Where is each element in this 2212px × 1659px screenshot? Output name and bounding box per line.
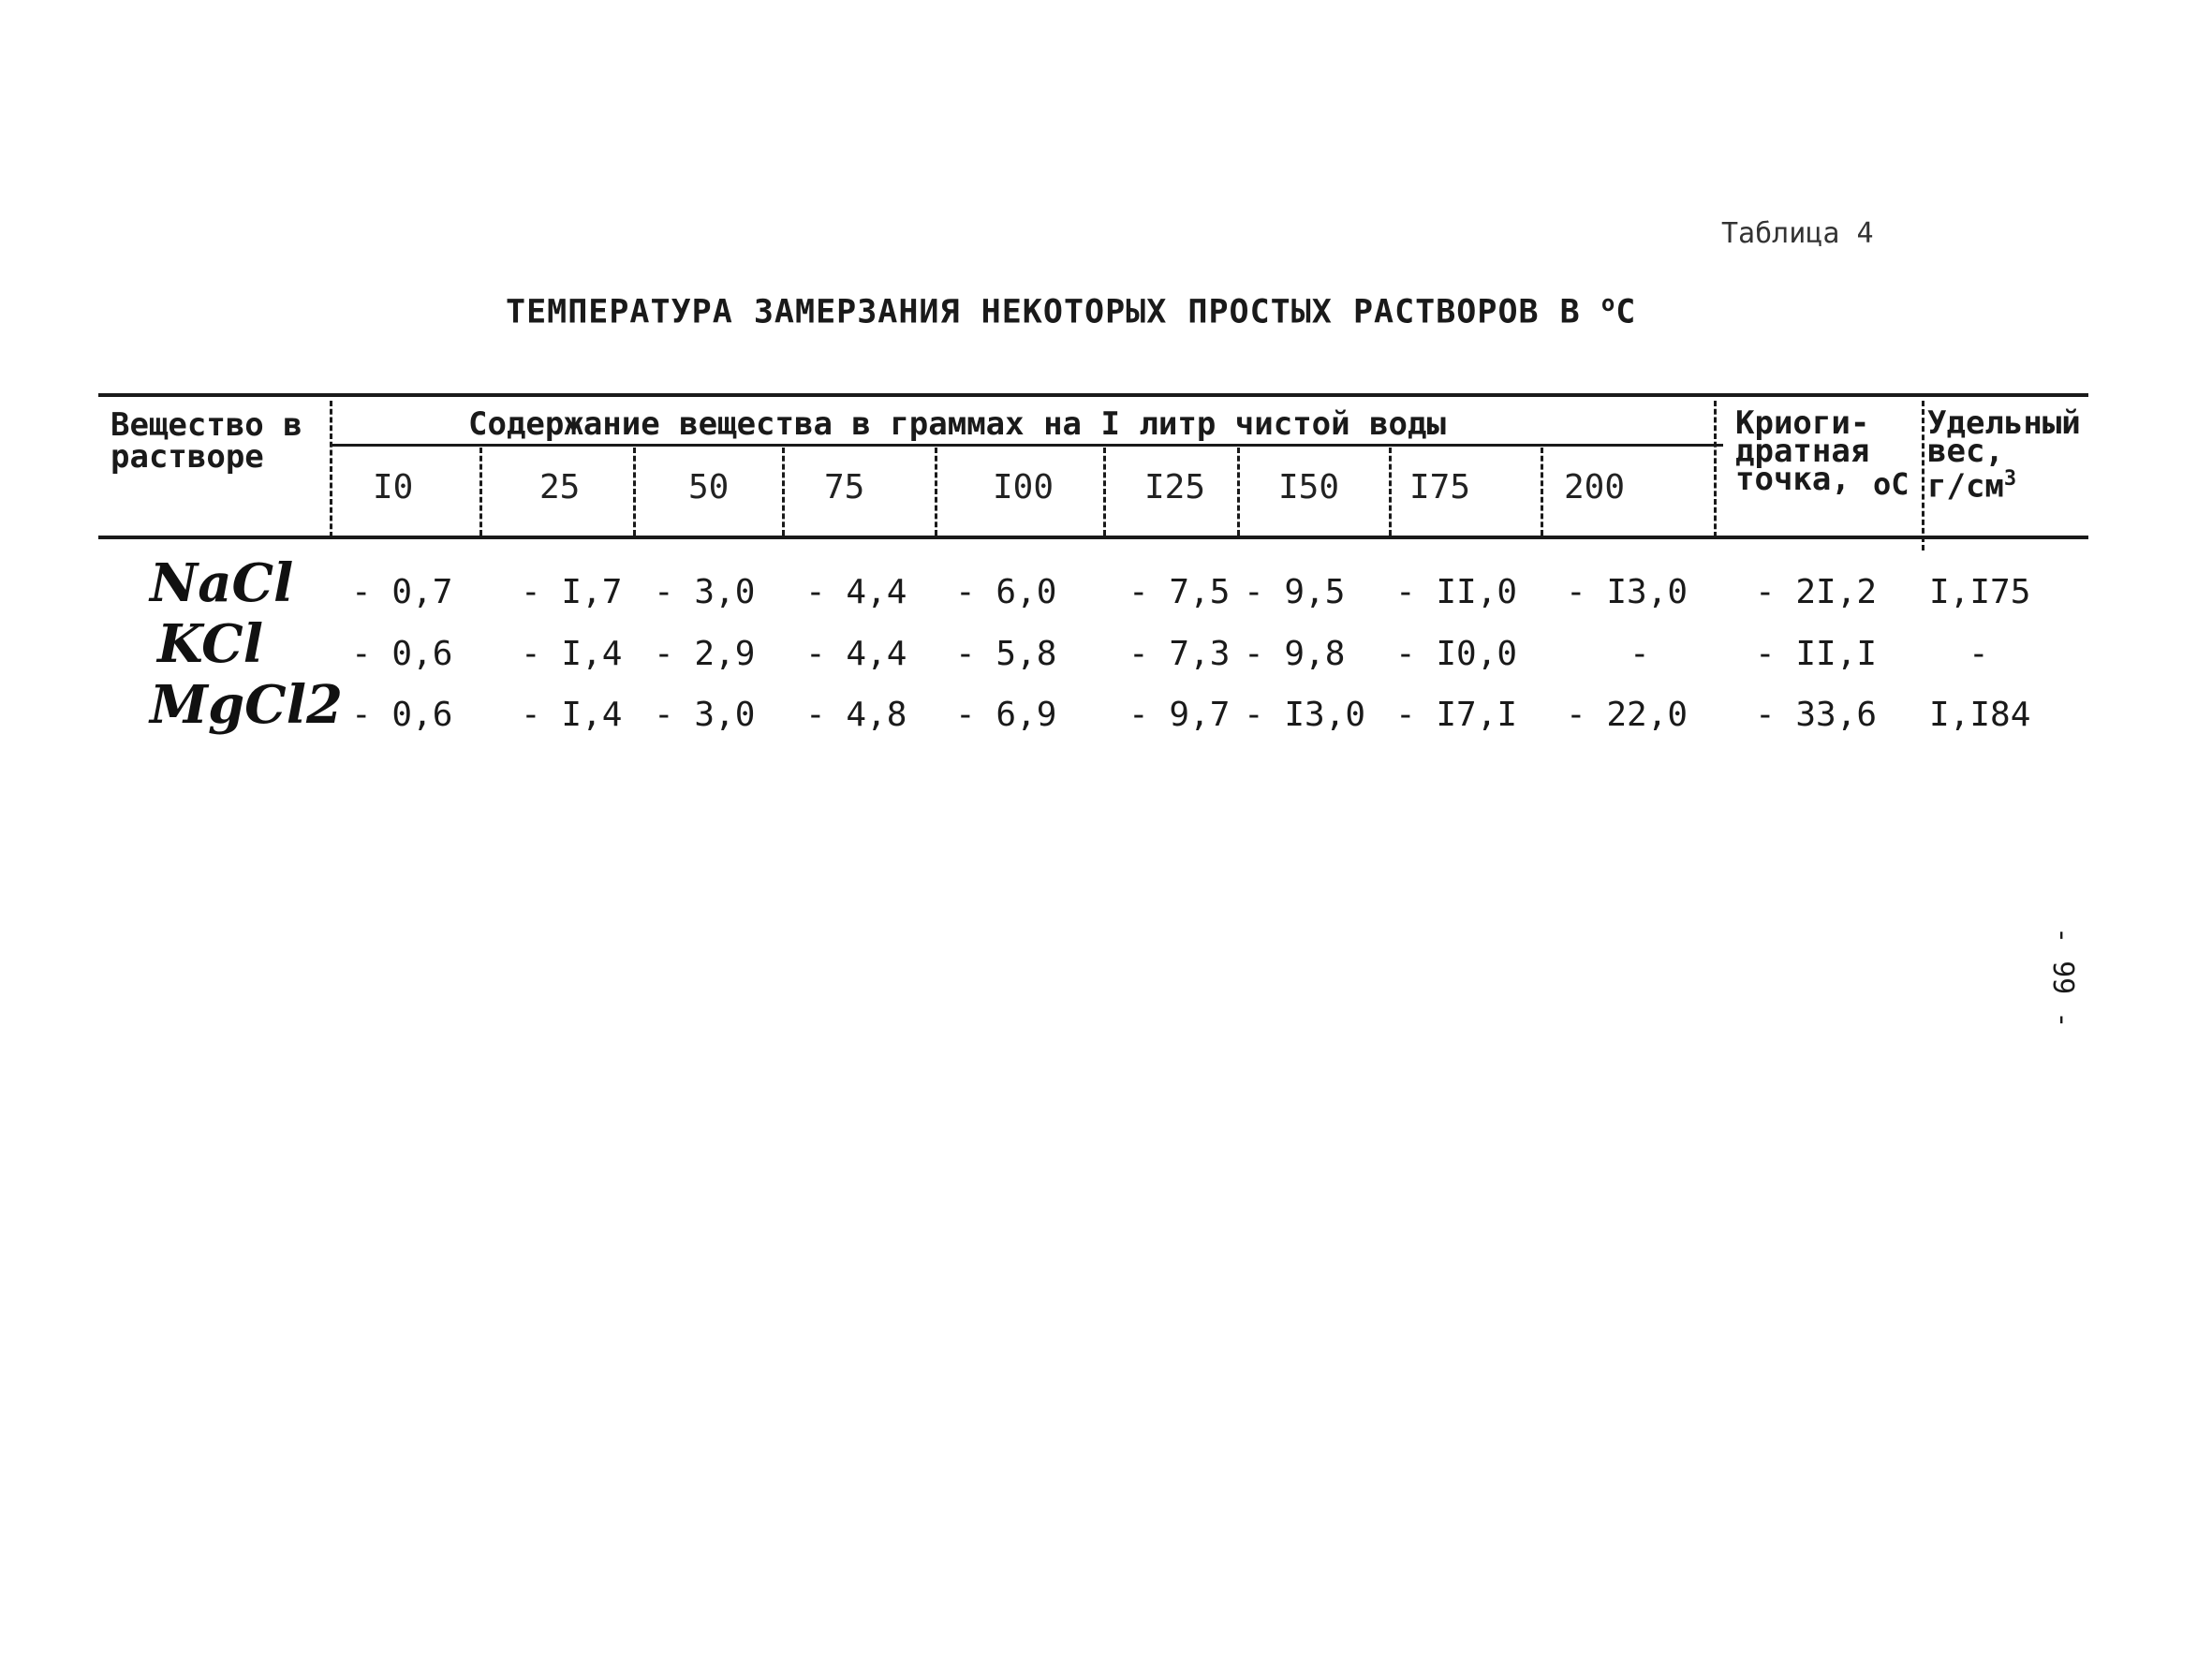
row-nacl-density: I,I75 [1929, 573, 2031, 611]
header-substance-line1: Вещество в [111, 406, 302, 444]
page-number: - 99 - [2046, 927, 2079, 1029]
header-cryo-line3: точка, [1735, 461, 1851, 498]
row-nacl-c75: - 4,4 [805, 573, 907, 611]
row-nacl-c50: - 3,0 [654, 573, 756, 611]
table-top-rule [98, 393, 2088, 397]
row-mgcl2-density: I,I84 [1929, 696, 2031, 734]
divider-col-4 [935, 448, 937, 536]
row-kcl-c25: - I,4 [521, 635, 623, 673]
header-conc-75: 75 [824, 468, 865, 507]
divider-substance [330, 401, 332, 537]
header-conc-50: 50 [688, 468, 730, 507]
row-kcl-cryo: - II,I [1755, 635, 1878, 673]
header-cryo [1735, 404, 1870, 498]
header-conc-125: I25 [1144, 468, 1206, 507]
row-mgcl2-c100: - 6,9 [955, 696, 1057, 734]
header-density [1927, 404, 2081, 506]
divider-col-1 [479, 448, 482, 536]
row-kcl-c125: - 7,3 [1128, 635, 1231, 673]
title-degree: о [1600, 290, 1616, 316]
header-density-line1: Удельный [1927, 404, 2081, 442]
title-unit: С [1615, 293, 1637, 331]
row-mgcl2-cryo: - 33,6 [1755, 696, 1878, 734]
row-kcl-c50: - 2,9 [654, 635, 756, 673]
row-nacl-substance: NaCl [150, 552, 294, 614]
header-conc-150: I50 [1278, 468, 1340, 507]
row-kcl-c200: - [1630, 635, 1650, 673]
divider-col-2 [633, 448, 636, 536]
row-mgcl2-c150: - I3,0 [1244, 696, 1366, 734]
header-conc-200: 200 [1564, 468, 1626, 507]
row-mgcl2-c200: - 22,0 [1566, 696, 1688, 734]
row-mgcl2-c10: - 0,6 [351, 696, 453, 734]
divider-cryo [1714, 401, 1717, 537]
row-nacl-c100: - 6,0 [955, 573, 1057, 611]
header-conc-25: 25 [539, 468, 581, 507]
row-nacl-c175: - II,0 [1395, 573, 1518, 611]
row-kcl-c75: - 4,4 [805, 635, 907, 673]
header-bottom-rule [98, 536, 2088, 539]
row-kcl-c175: - I0,0 [1395, 635, 1518, 673]
divider-col-5 [1103, 448, 1106, 536]
divider-col-6 [1237, 448, 1240, 536]
page-title [506, 290, 1636, 331]
row-nacl-cryo: - 2I,2 [1755, 573, 1878, 611]
row-mgcl2-substance: MgCl2 [150, 674, 343, 736]
header-density-line2: вес, [1927, 433, 2004, 470]
row-kcl-c100: - 5,8 [955, 635, 1057, 673]
row-mgcl2-c25: - I,4 [521, 696, 623, 734]
divider-col-3 [782, 448, 785, 536]
header-cryo-line1: Криоги- [1735, 404, 1870, 442]
row-nacl-c125: - 7,5 [1128, 573, 1231, 611]
header-cryo-unit: оС [1873, 466, 1910, 502]
row-mgcl2-c50: - 3,0 [654, 696, 756, 734]
row-nacl-c200: - I3,0 [1566, 573, 1688, 611]
divider-col-7 [1389, 448, 1392, 536]
row-kcl-density: - [1969, 635, 1989, 673]
divider-density [1922, 401, 1924, 551]
header-content-title: Содержание вещества в граммах на I литр чистой воды [468, 405, 1446, 443]
header-sub-rule [332, 444, 1723, 447]
title-text: ТЕМПЕРАТУРА ЗАМЕРЗАНИЯ НЕКОТОРЫХ ПРОСТЫХ РАСТВОРОВ В [506, 293, 1601, 331]
divider-col-8 [1541, 448, 1543, 536]
header-density-sup: 3 [2003, 467, 2017, 491]
header-density-unit: г/см [1927, 467, 2004, 506]
header-substance-line2: растворе [111, 438, 264, 476]
table-label: Таблица 4 [1721, 217, 1874, 250]
row-mgcl2-c125: - 9,7 [1128, 696, 1231, 734]
row-nacl-c150: - 9,5 [1244, 573, 1346, 611]
header-cryo-line2: дратная [1735, 433, 1870, 470]
header-conc-100: I00 [993, 468, 1054, 507]
header-substance [111, 406, 302, 476]
row-kcl-c10: - 0,6 [351, 635, 453, 673]
row-kcl-c150: - 9,8 [1244, 635, 1346, 673]
header-conc-10: I0 [373, 468, 414, 507]
row-mgcl2-c75: - 4,8 [805, 696, 907, 734]
row-nacl-c25: - I,7 [521, 573, 623, 611]
row-mgcl2-c175: - I7,I [1395, 696, 1518, 734]
row-kcl-substance: KCl [157, 613, 264, 675]
header-conc-175: I75 [1409, 468, 1471, 507]
header-density-line3 [1927, 465, 2081, 506]
row-nacl-c10: - 0,7 [351, 573, 453, 611]
